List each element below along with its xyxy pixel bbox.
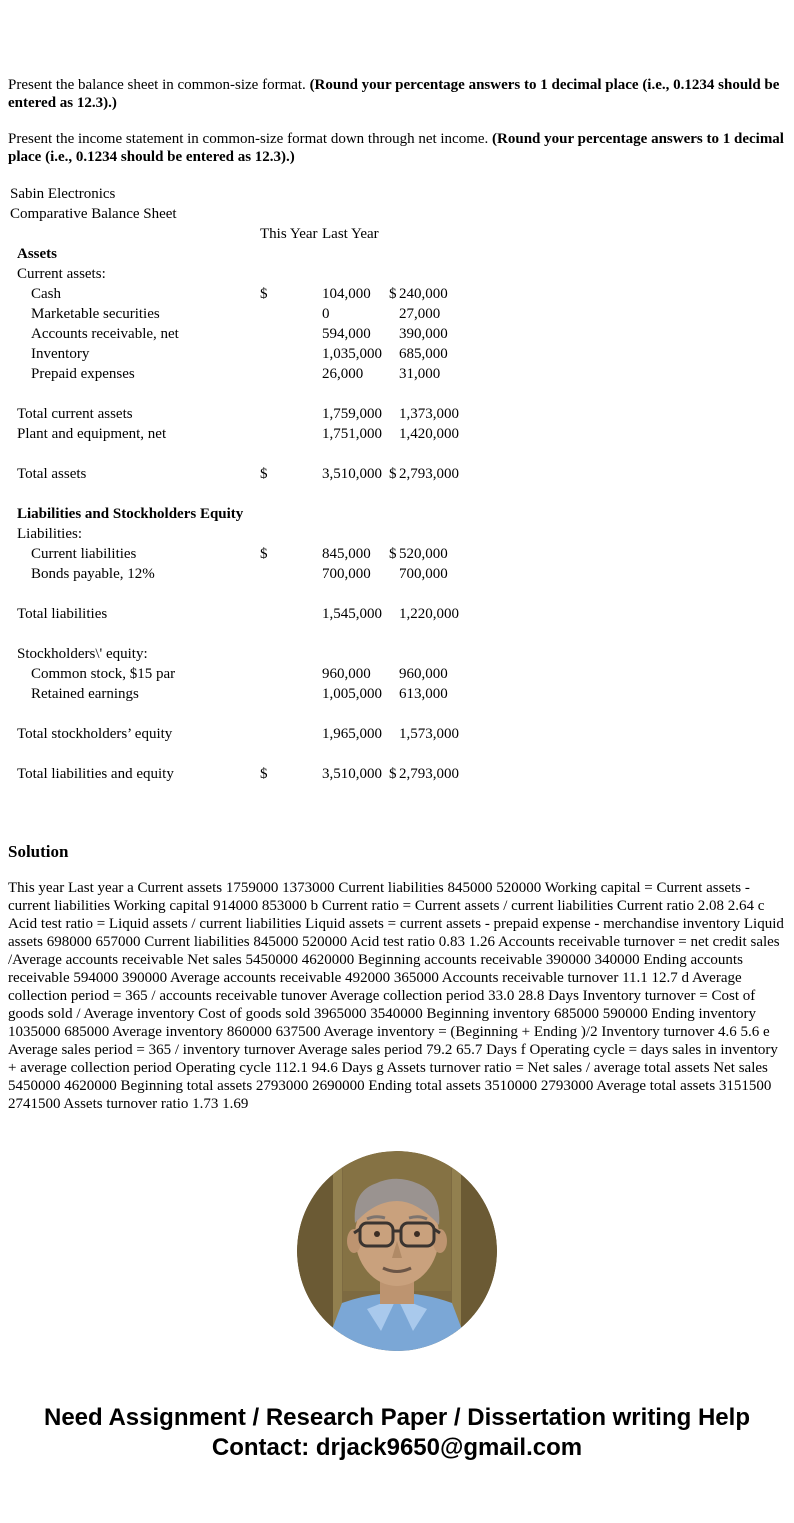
tutor-avatar xyxy=(297,1151,497,1351)
tutor-photo-illustration xyxy=(297,1151,497,1351)
solution-heading: Solution xyxy=(8,842,69,861)
row-value-last-year: 2,793,000 xyxy=(399,766,459,782)
row-label: Plant and equipment, net xyxy=(17,426,167,442)
row-dollar-this-year: $ xyxy=(260,546,268,562)
row-value-last-year: 700,000 xyxy=(399,566,448,582)
row-label: Stockholders\' equity: xyxy=(17,646,148,662)
row-value-last-year: 520,000 xyxy=(399,546,448,562)
row-value-last-year: 31,000 xyxy=(399,366,441,382)
row-dollar-last-year: $ xyxy=(389,546,397,562)
col-header-last-year: Last Year xyxy=(322,226,379,242)
balance-sheet-row xyxy=(10,264,794,284)
row-label: Total current assets xyxy=(17,406,133,422)
row-label: Prepaid expenses xyxy=(31,366,135,382)
company-name: Sabin Electronics xyxy=(10,186,116,202)
row-value-this-year: 3,510,000 xyxy=(322,466,382,482)
row-value-last-year: 613,000 xyxy=(399,686,448,702)
row-dollar-this-year: $ xyxy=(260,286,268,302)
row-label: Total assets xyxy=(17,466,87,482)
row-label: Total stockholders’ equity xyxy=(17,726,173,742)
balance-sheet-row xyxy=(10,284,794,304)
instruction-2-bold-note: (Round your percentage answers to 1 decimal place (i.e., 0.1234 should be entered as 12.3).) xyxy=(8,131,784,165)
balance-sheet-row xyxy=(10,684,794,704)
row-value-this-year: 1,759,000 xyxy=(322,406,382,422)
row-value-this-year: 26,000 xyxy=(322,366,364,382)
row-value-this-year: 1,035,000 xyxy=(322,346,382,362)
row-label: Bonds payable, 12% xyxy=(31,566,155,582)
instruction-2-text: Present the income statement in common-size format down through net income. xyxy=(8,131,493,147)
balance-sheet-spacer-row xyxy=(10,584,794,604)
row-value-last-year: 1,220,000 xyxy=(399,606,459,622)
row-dollar-last-year: $ xyxy=(389,286,397,302)
balance-sheet-row xyxy=(10,544,794,564)
promo-footer-contact: Contact: drjack9650@gmail.com xyxy=(211,1434,583,1461)
row-value-this-year: 1,005,000 xyxy=(322,686,382,702)
row-value-last-year: 1,373,000 xyxy=(399,406,459,422)
row-label: Retained earnings xyxy=(31,686,139,702)
balance-sheet-spacer-row xyxy=(10,484,794,504)
balance-sheet-row xyxy=(10,324,794,344)
instruction-1-text: Present the balance sheet in common-size format. xyxy=(8,77,310,93)
row-label: Liabilities: xyxy=(17,526,82,542)
row-dollar-last-year: $ xyxy=(389,466,397,482)
balance-sheet-spacer-row xyxy=(10,444,794,464)
row-value-last-year: 2,793,000 xyxy=(399,466,459,482)
balance-sheet-row xyxy=(10,644,794,664)
balance-sheet-row xyxy=(10,244,794,264)
balance-sheet-row xyxy=(10,524,794,544)
row-label: Total liabilities and equity xyxy=(17,766,174,782)
balance-sheet-table xyxy=(10,184,794,784)
balance-sheet-row xyxy=(10,364,794,384)
instruction-1-bold-note: (Round your percentage answers to 1 decimal place (i.e., 0.1234 should be entered as 12.3).) xyxy=(8,77,780,111)
row-value-last-year: 390,000 xyxy=(399,326,448,342)
balance-sheet-row xyxy=(10,504,794,524)
balance-sheet-row xyxy=(10,764,794,784)
row-dollar-this-year: $ xyxy=(260,766,268,782)
balance-sheet-spacer-row xyxy=(10,624,794,644)
balance-sheet-row xyxy=(10,604,794,624)
instruction-paragraph-1 xyxy=(8,0,786,112)
balance-sheet-row xyxy=(10,424,794,444)
row-value-this-year: 3,510,000 xyxy=(322,766,382,782)
row-label: Cash xyxy=(31,286,61,302)
table-header-row xyxy=(10,224,794,244)
row-label: Accounts receivable, net xyxy=(31,326,179,342)
row-value-this-year: 594,000 xyxy=(322,326,371,342)
balance-sheet-row xyxy=(10,464,794,484)
balance-sheet-row xyxy=(10,724,794,744)
row-value-last-year: 1,420,000 xyxy=(399,426,459,442)
balance-sheet-row xyxy=(10,564,794,584)
row-label: Current liabilities xyxy=(31,546,137,562)
row-label: Common stock, $15 par xyxy=(31,666,176,682)
balance-sheet-row xyxy=(10,344,794,364)
row-value-this-year: 845,000 xyxy=(322,546,371,562)
promo-footer-line1: Need Assignment / Research Paper / Dissertation writing Help xyxy=(44,1404,750,1431)
balance-sheet-spacer-row xyxy=(10,384,794,404)
row-value-last-year: 27,000 xyxy=(399,306,441,322)
col-header-this-year: This Year xyxy=(260,226,318,242)
balance-sheet-spacer-row xyxy=(10,744,794,764)
solution-text: This year Last year a Current assets 1759000 1373000 Current liabilities 845000 520000 Working capital = Current assets - current liabilities Working capital 914000 853000 b Current ratio = Current assets / current liabilities Current ratio 2.08 2.64 c Acid test ratio = Liquid assets / current liabilities Liquid assets = current assets - prepaid expense - merchandise inventory Liquid assets 698000 657000 Current liabilities 845000 520000 Acid test ratio 0.83 1.26 Accounts receivable turnover = net credit sales /Average accounts receivable Net sales 5450000 4620000 Beginning accounts receivable 390000 340000 Ending accounts receivable 594000 390000 Average accounts receivable 492000 365000 Accounts receivable turnover 11.1 12.7 d Average collection period = 365 / accounts receivable tunover Average collection period 33.0 28.8 Days Inventory turnover = Cost of goods sold / Average inventory Cost of goods sold 3965000 3540000 Beginning inventory 685000 590000 Ending inventory 1035000 685000 Average inventory 860000 637500 Average inventory = (Beginning + Ending )/2 Inventory turnover 4.6 5.6 e Average sales period = 365 / inventory turnover Average sales period 79.2 65.7 Days f Operating cycle = days sales in inventory + average collection period Operating cycle 112.1 94.6 Days g Assets turnover ratio = Net sales / average total assets Net sales 5450000 4620000 Beginning total assets 2793000 2690000 Ending total assets 3510000 2793000 Average total assets 3151500 2741500 Assets turnover ratio 1.73 1.69 xyxy=(8,880,784,1112)
row-dollar-last-year: $ xyxy=(389,766,397,782)
row-value-this-year: 700,000 xyxy=(322,566,371,582)
row-value-this-year: 1,965,000 xyxy=(322,726,382,742)
row-dollar-this-year: $ xyxy=(260,466,268,482)
row-label: Inventory xyxy=(31,346,90,362)
row-value-last-year: 240,000 xyxy=(399,286,448,302)
balance-sheet-rows xyxy=(10,244,794,784)
row-value-last-year: 1,573,000 xyxy=(399,726,459,742)
row-value-last-year: 685,000 xyxy=(399,346,448,362)
balance-sheet-row xyxy=(10,664,794,684)
row-value-this-year: 104,000 xyxy=(322,286,371,302)
balance-sheet-spacer-row xyxy=(10,704,794,724)
row-value-this-year: 960,000 xyxy=(322,666,371,682)
row-label: Assets xyxy=(17,246,57,262)
balance-sheet-row xyxy=(10,304,794,324)
promo-footer xyxy=(25,1403,769,1463)
row-value-this-year: 1,751,000 xyxy=(322,426,382,442)
row-value-this-year: 1,545,000 xyxy=(322,606,382,622)
instruction-paragraph-2 xyxy=(8,131,786,166)
row-label: Current assets: xyxy=(17,266,106,282)
balance-sheet-row xyxy=(10,404,794,424)
row-label: Liabilities and Stockholders Equity xyxy=(17,506,244,522)
row-label: Total liabilities xyxy=(17,606,108,622)
row-value-this-year: 0 xyxy=(322,306,330,322)
row-label: Marketable securities xyxy=(31,306,160,322)
balance-sheet-title: Comparative Balance Sheet xyxy=(10,206,177,222)
row-value-last-year: 960,000 xyxy=(399,666,448,682)
